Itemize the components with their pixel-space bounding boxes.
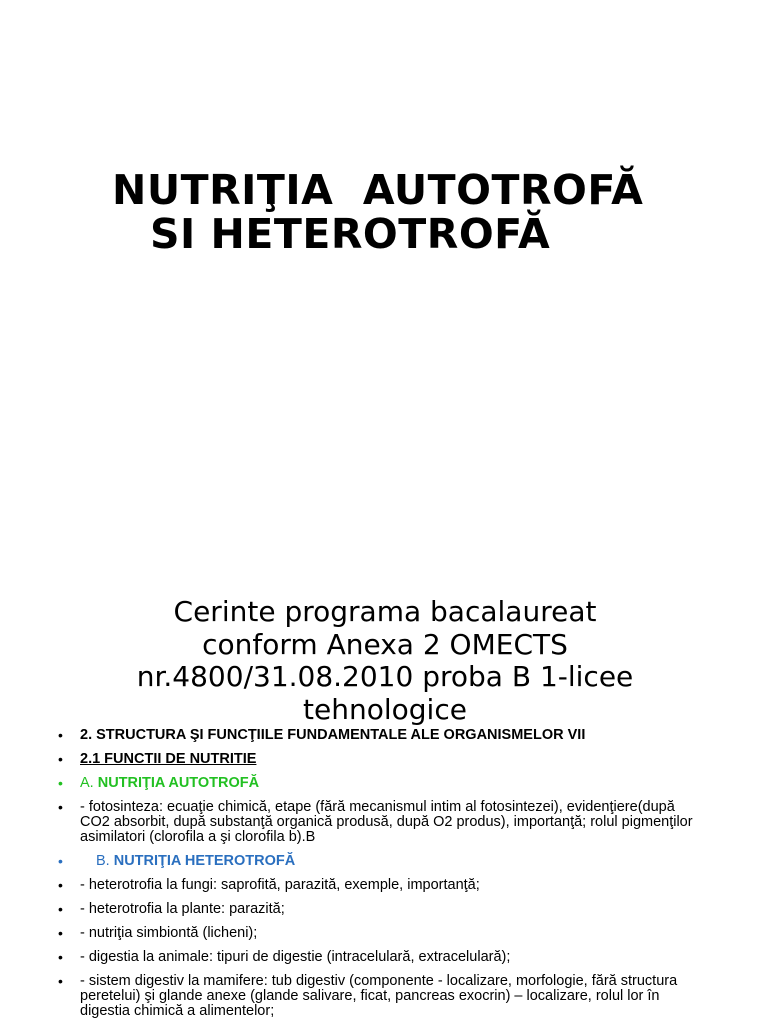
bullet-icon: •: [58, 751, 63, 767]
heading-prefix: A.: [80, 775, 98, 791]
list-item: [0, 854, 768, 869]
bullet-icon: •: [58, 853, 63, 869]
subsection-heading: 2.1 FUNCTII DE NUTRITIE: [80, 751, 257, 767]
subtitle-line-2: conform Anexa 2 OMECTS: [202, 627, 568, 661]
list-item-text: - digestia la animale: tipuri de digestie (intracelulară, extracelulară);: [80, 949, 511, 965]
list-item: [0, 800, 768, 845]
list-item: [0, 752, 768, 767]
slide-title-line-1: NUTRIŢIA AUTOTROFĂ: [112, 166, 644, 214]
bullet-icon: •: [58, 949, 63, 965]
subtitle-line-3: nr.4800/31.08.2010 proba B 1-licee: [136, 660, 634, 693]
list-item-text: - heterotrofia la fungi: saprofită, parazită, exemple, importanţă;: [80, 877, 480, 893]
list-item: [0, 728, 768, 743]
slide-title: [60, 168, 750, 256]
list-item: [0, 776, 768, 791]
content-list: [0, 728, 768, 1028]
list-item: [0, 926, 768, 941]
subtitle-line-1: Cerinte programa bacalaureat: [173, 595, 597, 628]
bullet-icon: •: [58, 727, 63, 743]
subtitle-line-4: tehnologice: [303, 692, 467, 726]
bullet-icon: •: [58, 775, 63, 791]
list-item-text: - sistem digestiv la mamifere: tub digestiv (componente - localizare, morfologie, fără structura peretelui) şi glande anexe (glande salivare, ficat, pancreas exocrin) – localizare, rolul lor în digestia chimică a alimentelor;: [80, 973, 678, 1019]
list-item: [0, 974, 768, 1019]
bullet-icon: •: [58, 901, 63, 917]
heterotrophic-heading: NUTRIŢIA HETEROTROFĂ: [113, 853, 296, 869]
slide-subtitle: [60, 596, 710, 726]
list-item-text: - fotosinteza: ecuaţie chimică, etape (fără mecanismul intim al fotosintezei), evidenţiere(după CO2 absorbit, după substanţă organică produsă, după O2 produs), importanţă; rolul pigmenţilor asimilatori (clorofila a şi clorofila b).B: [80, 799, 693, 845]
section-heading: 2. STRUCTURA ŞI FUNCŢIILE FUNDAMENTALE ALE ORGANISMELOR VII: [80, 727, 586, 743]
bullet-icon: •: [58, 799, 63, 815]
list-item-text: - nutriţia simbiontă (licheni);: [80, 925, 258, 941]
bullet-icon: •: [58, 925, 63, 941]
list-item: [0, 950, 768, 965]
list-item: [0, 902, 768, 917]
bullet-icon: •: [58, 877, 63, 893]
autotrophic-heading: NUTRIŢIA AUTOTROFĂ: [97, 775, 260, 791]
list-item-text: - heterotrofia la plante: parazită;: [80, 901, 285, 917]
heading-prefix: B.: [96, 853, 114, 869]
slide-title-line-2: SI HETEROTROFĂ: [150, 210, 551, 258]
list-item: [0, 878, 768, 893]
bullet-icon: •: [58, 973, 63, 989]
